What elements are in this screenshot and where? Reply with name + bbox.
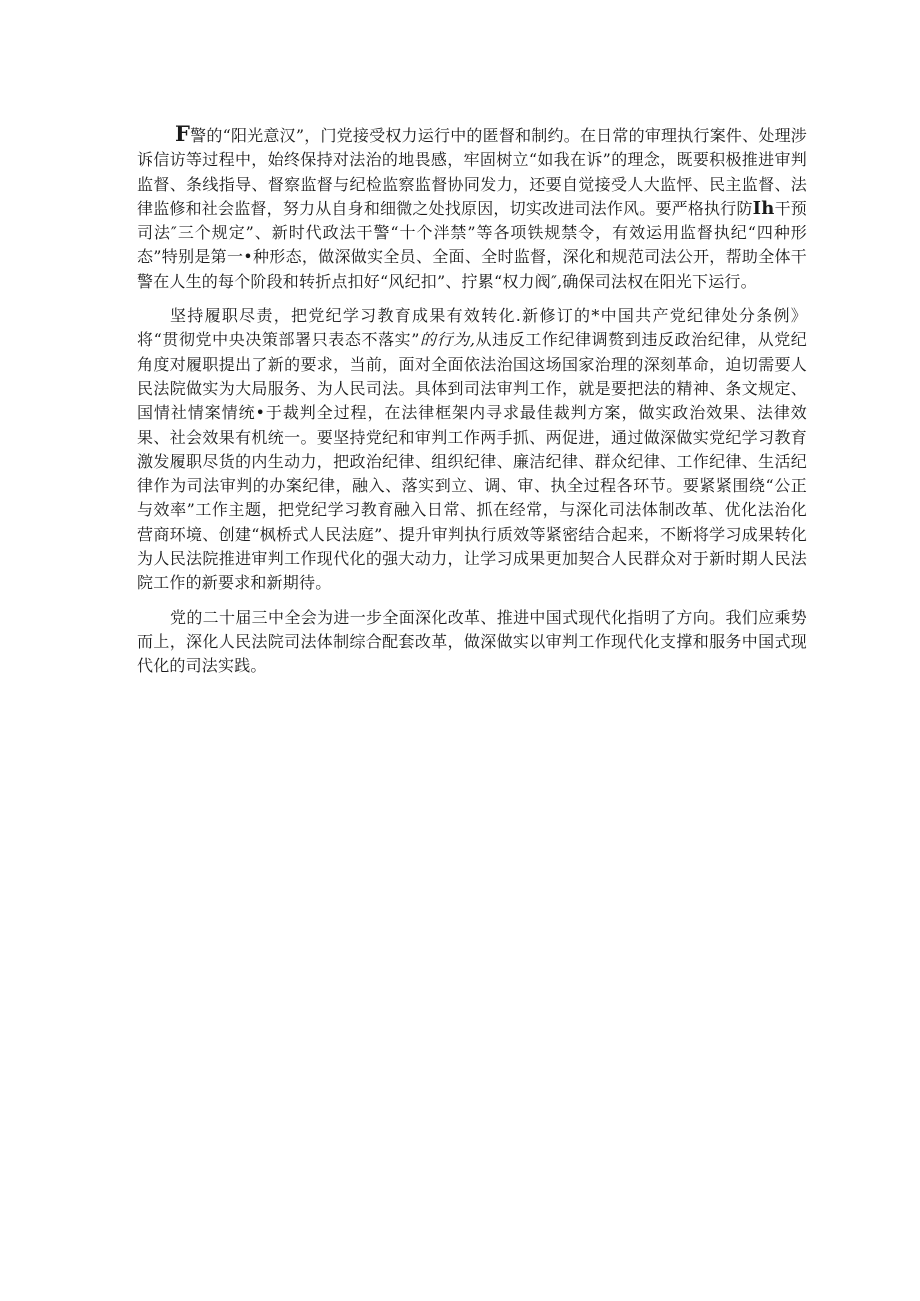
paragraph-2-text-a: 坚持履职尽责，把党纪学习教育成果有效转化.新修订的*中国共产党纪律处分条例》将“贯彻党中央决策部署只表态不落实” [137,306,807,350]
paragraph-1-text-a: 警的“阳光意汉”，门党接受权力运行中的匿督和制约。在日常的审理执行案件、处理涉诉信访等过程中，始终保持对法治的地畏感，牢固树立“如我在诉”的理念，既要积极推进审判监督、条线指导、督察监督与纪检监察监督协同发力，还要自觉接受人大监怦、民主监督、法律监修和社会监督，努力从自身和细微之处找原因，切实改进司法作风。要严格执行防 [137,126,807,218]
document-body [137,121,807,689]
paragraph-1 [137,121,807,294]
paragraph-2 [137,304,807,596]
paragraph-2-italic-fragment: 的行为, [419,330,476,350]
paragraph-1-text-b: 干预司法″三个规定”、新时代政法干警“十个泮禁”等各项铁规禁令，有效运用监督执纪“四种形态”特别是第一•种形态，做深做实全员、全面、全时监督，深化和规范司法公开，帮助全体干警在人生的每个阶段和转折点扣好“风纪扣”、拧累“权力阀″,确保司法权在阳光下运行。 [137,198,807,291]
paragraph-2-text-b: 从违反工作纪律调赘到违反政治纪律，从党纪角度对履职提出了新的要求，当前，面对全面依法治国这场国家治理的深刻革命，迫切需要人民法院做实为大局服务、为人民司法。具体到司法审判工作，就是要把法的精神、条文规定、国情社情案情统•于裁判全过程，在法律框架内寻求最佳裁判方案，做实政治效果、法律效果、社会效果有机统一。要坚持党纪和审判工作两手抓、两促进，通过做深做实党纪学习教育激发履职尽货的内生动力，把政治纪律、组织纪律、廉洁纪律、群众纪律、工作纪律、生活纪律作为司法审判的办案纪律，融入、落实到立、调、审、执全过程各环节。要紧紧围绕“公正与效率”工作主题，把党纪学习教育融入日常、抓在经常，与深化司法体制改革、优化法治化营商环境、创建“枫桥式人民法庭”、提升审判执行质效等紧密结合起来，不断将学习成果转化为人民法院推进审判工作现代化的强大动力，让学习成果更加契合人民群众对于新时期人民法院工作的新要求和新期待。 [137,330,807,593]
paragraph-1-bold-fragment: Ih [752,197,775,219]
paragraph-1-initial: F [175,121,191,146]
paragraph-3-text: 党的二十届三中全会为进一步全面深化改革、推进中国式现代化指明了方向。我们应乘势而上，深化人民法院司法体制综合配套改革，做深做实以审判工作现代化支撑和服务中国式现代化的司法实践。 [137,607,807,676]
paragraph-3 [137,606,807,679]
